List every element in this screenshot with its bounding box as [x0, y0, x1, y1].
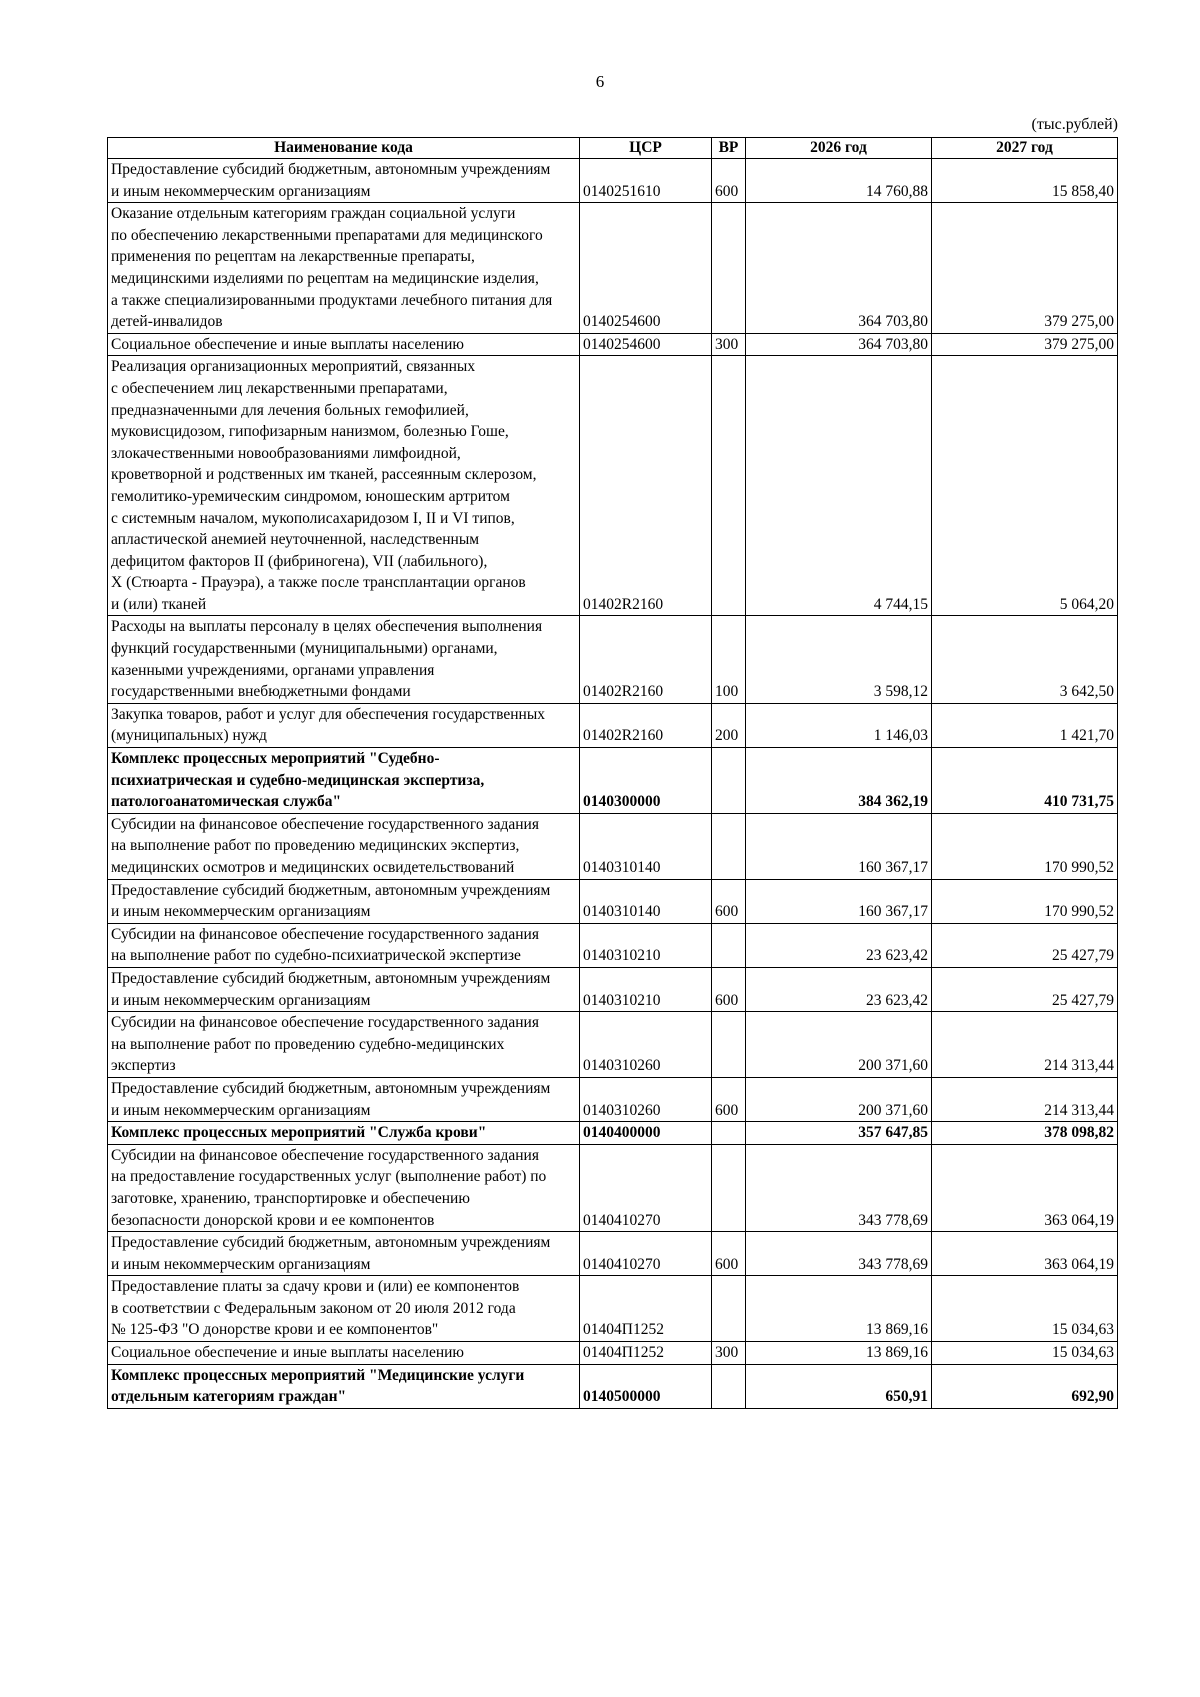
table-row	[108, 356, 1118, 616]
cell-2027: 692,90	[932, 1364, 1118, 1408]
cell-csr: 0140410270	[580, 1144, 712, 1231]
cell-2027: 25 427,79	[932, 923, 1118, 967]
cell-vr	[712, 1012, 746, 1078]
cell-2027: 378 098,82	[932, 1122, 1118, 1145]
cell-2027: 1 421,70	[932, 703, 1118, 747]
cell-2027: 363 064,19	[932, 1144, 1118, 1231]
cell-2027: 15 034,63	[932, 1342, 1118, 1365]
cell-vr	[712, 813, 746, 879]
table-row	[108, 159, 1118, 203]
cell-csr: 0140254600	[580, 333, 712, 356]
cell-name: Предоставление субсидий бюджетным, автономным учреждениям и иным некоммерческим организациям	[108, 1077, 580, 1121]
cell-name: Субсидии на финансовое обеспечение государственного задания на выполнение работ по проведению судебно-медицинских экспертиз	[108, 1012, 580, 1078]
cell-vr	[712, 1122, 746, 1145]
cell-name: Расходы на выплаты персоналу в целях обеспечения выполнения функций государственными (муниципальными) органами, казенными учреждениями, органами управления государственными внебюджетными фондами	[108, 616, 580, 703]
cell-2026: 160 367,17	[746, 879, 932, 923]
cell-csr: 0140500000	[580, 1364, 712, 1408]
cell-2027: 3 642,50	[932, 616, 1118, 703]
cell-2026: 384 362,19	[746, 748, 932, 814]
cell-csr: 0140310260	[580, 1077, 712, 1121]
cell-name: Закупка товаров, работ и услуг для обеспечения государственных (муниципальных) нужд	[108, 703, 580, 747]
table-row	[108, 813, 1118, 879]
cell-csr: 01404П1252	[580, 1342, 712, 1365]
cell-csr: 0140410270	[580, 1232, 712, 1276]
cell-2026: 364 703,80	[746, 203, 932, 334]
cell-2027: 5 064,20	[932, 356, 1118, 616]
cell-2026: 3 598,12	[746, 616, 932, 703]
cell-vr: 600	[712, 1077, 746, 1121]
cell-name: Субсидии на финансовое обеспечение государственного задания на предоставление государственных услуг (выполнение работ) по заготовке, хранению, транспортировке и обеспечению безопасности донорской крови и ее компонентов	[108, 1144, 580, 1231]
cell-name: Комплекс процессных мероприятий "Медицинские услуги отдельным категориям граждан"	[108, 1364, 580, 1408]
cell-csr: 0140251610	[580, 159, 712, 203]
table-row	[108, 703, 1118, 747]
cell-vr	[712, 1364, 746, 1408]
cell-csr: 0140310140	[580, 813, 712, 879]
cell-csr: 01402R2160	[580, 703, 712, 747]
table-row	[108, 1077, 1118, 1121]
cell-vr	[712, 356, 746, 616]
table-row	[108, 1364, 1118, 1408]
cell-name: Субсидии на финансовое обеспечение государственного задания на выполнение работ по проведению медицинских экспертиз, медицинских осмотров и медицинских освидетельствований	[108, 813, 580, 879]
cell-csr: 01402R2160	[580, 356, 712, 616]
table-row	[108, 1276, 1118, 1342]
cell-2026: 343 778,69	[746, 1232, 932, 1276]
cell-csr: 0140310140	[580, 879, 712, 923]
cell-name: Социальное обеспечение и иные выплаты населению	[108, 1342, 580, 1365]
cell-vr	[712, 748, 746, 814]
table-row	[108, 203, 1118, 334]
budget-table	[107, 137, 1118, 1409]
table-row	[108, 616, 1118, 703]
cell-csr: 01402R2160	[580, 616, 712, 703]
cell-name: Предоставление субсидий бюджетным, автономным учреждениям и иным некоммерческим организациям	[108, 879, 580, 923]
cell-vr: 100	[712, 616, 746, 703]
cell-2026: 23 623,42	[746, 967, 932, 1011]
cell-2026: 650,91	[746, 1364, 932, 1408]
cell-2027: 170 990,52	[932, 879, 1118, 923]
cell-vr	[712, 1144, 746, 1231]
cell-2027: 363 064,19	[932, 1232, 1118, 1276]
header-2026: 2026 год	[746, 138, 932, 159]
table-row	[108, 1012, 1118, 1078]
cell-name: Социальное обеспечение и иные выплаты населению	[108, 333, 580, 356]
cell-2026: 1 146,03	[746, 703, 932, 747]
table-body	[108, 159, 1118, 1409]
cell-name: Предоставление платы за сдачу крови и (или) ее компонентов в соответствии с Федеральным законом от 20 июля 2012 года № 125-ФЗ "О донорстве крови и ее компонентов"	[108, 1276, 580, 1342]
cell-name: Предоставление субсидий бюджетным, автономным учреждениям и иным некоммерческим организациям	[108, 159, 580, 203]
cell-2026: 4 744,15	[746, 356, 932, 616]
table-row	[108, 879, 1118, 923]
cell-name: Предоставление субсидий бюджетным, автономным учреждениям и иным некоммерческим организациям	[108, 1232, 580, 1276]
cell-csr: 01404П1252	[580, 1276, 712, 1342]
cell-name: Реализация организационных мероприятий, связанных с обеспечением лиц лекарственными препаратами, предназначенными для лечения больных гемофилией, муковисцидозом, гипофизарным нанизмом, болезнью Гоше, злокачественными новообразованиями лимфоидной, кроветворной и родственных им тканей, рассеянным склерозом, гемолитико-уремическим синдромом, юношеским артритом с системным началом, мукополисахаридозом I, II и VI типов, апластической анемией неуточненной, наследственным дефицитом факторов II (фибриногена), VII (лабильного), X (Стюарта - Прауэра), а также после трансплантации органов и (или) тканей	[108, 356, 580, 616]
cell-2026: 23 623,42	[746, 923, 932, 967]
cell-2026: 364 703,80	[746, 333, 932, 356]
cell-vr: 300	[712, 1342, 746, 1365]
cell-2026: 160 367,17	[746, 813, 932, 879]
cell-2026: 13 869,16	[746, 1342, 932, 1365]
table-row	[108, 1342, 1118, 1365]
cell-vr: 300	[712, 333, 746, 356]
cell-csr: 0140254600	[580, 203, 712, 334]
cell-vr: 600	[712, 159, 746, 203]
cell-name: Комплекс процессных мероприятий "Служба крови"	[108, 1122, 580, 1145]
cell-csr: 0140310210	[580, 923, 712, 967]
cell-vr	[712, 203, 746, 334]
table-row	[108, 967, 1118, 1011]
cell-vr	[712, 1276, 746, 1342]
cell-2027: 410 731,75	[932, 748, 1118, 814]
cell-2026: 14 760,88	[746, 159, 932, 203]
cell-2027: 15 858,40	[932, 159, 1118, 203]
table-row	[108, 333, 1118, 356]
cell-csr: 0140310210	[580, 967, 712, 1011]
header-name: Наименование кода	[108, 138, 580, 159]
table-row	[108, 748, 1118, 814]
cell-2027: 25 427,79	[932, 967, 1118, 1011]
cell-2027: 170 990,52	[932, 813, 1118, 879]
table-row	[108, 1144, 1118, 1231]
cell-vr	[712, 923, 746, 967]
cell-vr: 600	[712, 879, 746, 923]
cell-2026: 13 869,16	[746, 1276, 932, 1342]
cell-csr: 0140300000	[580, 748, 712, 814]
cell-vr: 600	[712, 967, 746, 1011]
header-2027: 2027 год	[932, 138, 1118, 159]
cell-2027: 379 275,00	[932, 333, 1118, 356]
table-row	[108, 923, 1118, 967]
cell-name: Оказание отдельным категориям граждан социальной услуги по обеспечению лекарственными препаратами для медицинского применения по рецептам на лекарственные препараты, медицинскими изделиями по рецептам на медицинские изделия, а также специализированными продуктами лечебного питания для детей-инвалидов	[108, 203, 580, 334]
cell-2027: 379 275,00	[932, 203, 1118, 334]
cell-name: Комплекс процессных мероприятий "Судебно- психиатрическая и судебно-медицинская экспертиза, патологоанатомическая служба"	[108, 748, 580, 814]
table-row	[108, 1232, 1118, 1276]
table-row	[108, 1122, 1118, 1145]
cell-name: Субсидии на финансовое обеспечение государственного задания на выполнение работ по судебно-психиатрической экспертизе	[108, 923, 580, 967]
header-csr: ЦСР	[580, 138, 712, 159]
cell-csr: 0140400000	[580, 1122, 712, 1145]
cell-2027: 214 313,44	[932, 1077, 1118, 1121]
table-header-row	[108, 138, 1118, 159]
cell-2026: 343 778,69	[746, 1144, 932, 1231]
page-number: 6	[595, 72, 605, 91]
header-vr: ВР	[712, 138, 746, 159]
cell-2027: 15 034,63	[932, 1276, 1118, 1342]
cell-name: Предоставление субсидий бюджетным, автономным учреждениям и иным некоммерческим организациям	[108, 967, 580, 1011]
units-label: (тыс.рублей)	[1031, 116, 1118, 133]
cell-2026: 200 371,60	[746, 1077, 932, 1121]
cell-vr: 200	[712, 703, 746, 747]
cell-csr: 0140310260	[580, 1012, 712, 1078]
cell-2026: 200 371,60	[746, 1012, 932, 1078]
cell-2026: 357 647,85	[746, 1122, 932, 1145]
cell-vr: 600	[712, 1232, 746, 1276]
cell-2027: 214 313,44	[932, 1012, 1118, 1078]
